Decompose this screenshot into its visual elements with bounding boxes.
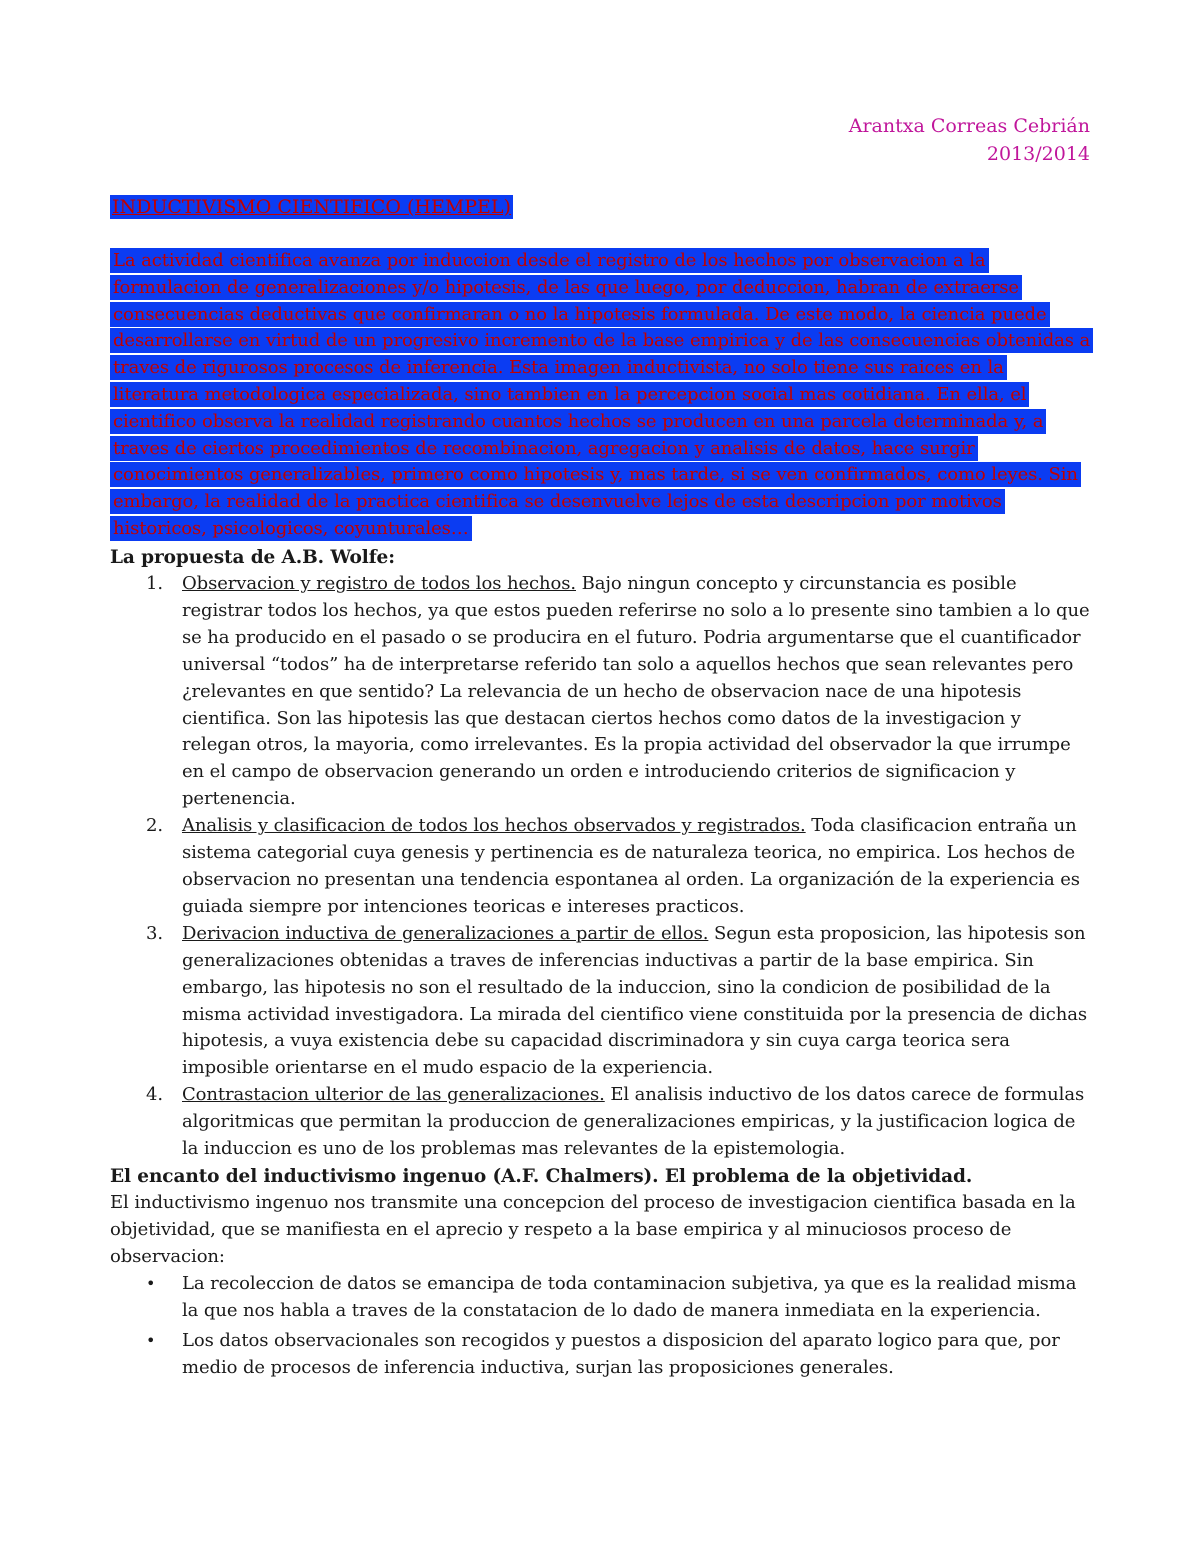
- bullet-text: La recoleccion de datos se emancipa de toda contaminacion subjetiva, ya que es la realidad misma la que nos habla a traves de la constatacion de lo dado de manera inmediata en la experiencia.: [182, 1272, 1077, 1321]
- list-number: 1.: [146, 573, 163, 594]
- list-number: 3.: [146, 922, 163, 944]
- section-heading-chalmers: El encanto del inductivismo ingenuo (A.F. Chalmers). El problema de la objetividad.: [110, 1165, 973, 1187]
- list-item-lead: Observacion y registro de todos los hechos.: [182, 573, 576, 594]
- list-item-text: El analisis inductivo de los datos carece de formulas algoritmicas que permitan la produccion de generalizaciones empiricas, y la justificacion logica de la induccion es uno de los problemas mas relevantes de la epistemologia.: [182, 1084, 1085, 1160]
- list-item: [146, 571, 1095, 813]
- bullet-icon: •: [146, 1273, 156, 1293]
- bullet-icon: •: [146, 1331, 156, 1351]
- intro-paragraph: [110, 248, 1095, 543]
- list-item-lead: Contrastacion ulterior de las generalizaciones.: [182, 1084, 605, 1106]
- academic-year: 2013/2014: [986, 143, 1090, 165]
- document-body: [110, 544, 1095, 1386]
- list-item: [146, 1082, 1095, 1163]
- author-block: [849, 112, 1090, 168]
- document-title: [110, 194, 513, 220]
- list-item-text: Bajo ningun concepto y circunstancia es posible registrar todos los hechos, ya que estos pueden referirse no solo a lo presente sino tambien a lo que se ha producido en el pasado o se producira en el futuro. Podria argumentarse que el cuantificador universal “todos” ha de interpretarse referido tan solo a aquellos hechos que sean relevantes pero ¿relevantes en que sentido? La relevancia de un hecho de observacion nace de una hipotesis cientifica. Son las hipotesis las que destacan ciertos hechos como datos de la investigacion y relegan otros, la mayoria, como irrelevantes. Es la propia actividad del observador la que irrumpe en el campo de observacion generando un orden e introduciendo criterios de significacion y pertenencia.: [182, 573, 1090, 810]
- chalmers-bullet-list: [110, 1271, 1095, 1383]
- list-item-lead: Analisis y clasificacion de todos los hechos observados y registrados.: [182, 815, 806, 837]
- author-name: Arantxa Correas Cebrián: [848, 115, 1090, 137]
- list-item-text: Segun esta proposicion, las hipotesis son generalizaciones obtenidas a traves de inferencias inductivas a partir de la base empirica. Sin embargo, las hipotesis no son el resultado de la induccion, sino la condicion de posibilidad de la misma actividad investigadora. La mirada del cientifico viene constituida por la presencia de dichas hipotesis, a vuya existencia debe su capacidad discriminadora y sin cuya carga teorica sera imposible orientarse en el mudo espacio de la experiencia.: [182, 922, 1088, 1079]
- list-number: 2.: [146, 815, 163, 837]
- list-item: [146, 813, 1095, 921]
- chalmers-paragraph: El inductivismo ingenuo nos transmite una concepcion del proceso de investigacion cientifica basada en la objetividad, que se manifiesta en el aprecio y respeto a la base empirica y al minuciosos proceso de observacion:: [110, 1191, 1076, 1267]
- list-item-text: Toda clasificacion entraña un sistema categorial cuya genesis y pertinencia es de naturaleza teorica, no empirica. Los hechos de observacion no presentan una tendencia espontanea al orden. La organización de la experiencia es guiada siempre por intenciones teoricas e intereses practicos.: [182, 815, 1080, 917]
- title-highlight: INDUCTIVISMO CIENTIFICO (HEMPEL): [112, 196, 511, 218]
- list-item-lead: Derivacion inductiva de generalizaciones a partir de ellos.: [182, 922, 709, 944]
- list-item: [146, 1328, 1095, 1382]
- list-item: [146, 921, 1095, 1082]
- list-item: [146, 1271, 1095, 1325]
- list-number: 4.: [146, 1084, 163, 1106]
- section-heading-wolfe: La propuesta de A.B. Wolfe:: [110, 547, 395, 568]
- bullet-text: Los datos observacionales son recogidos y puestos a disposicion del aparato logico para que, por medio de procesos de inferencia inductiva, surjan las proposiciones generales.: [182, 1330, 1060, 1379]
- intro-highlight: La actividad cientifica avanza por induccion desde el registro de los hechos por observacion a la formulacion de generalizaciones y/o hipotesis, de las que luego, por deduccion, habran de extraerse consecuencias deductivas que confirmaran o no la hipotesis formulada. De este modo, la ciencia puede desarrollarse en virtud de un progresivo incremento de la base empirica y de las consecuencias obtenidas a traves de rigurosos procesos de inferencia. Esta imagen inductivista, no solo tiene sus raices en la literatura metodologica especializada, sino tambien en la percepcion social mas cotidiana. En ella, el cientifico observa la realidad registrando cuantos hechos se producen en una parcela determinada y, a traves de ciertos procedimientos de recombinacion, agregacion y analisis de datos, hace surgir conocimientos generalizables, primero como hipotesis y, mas tarde, si se ven confirmados, como leyes. Sin embargo, la realidad de la practica cientifica se desenvuelve lejos de esta descripcion por motivos historicos, psicologicos, coyunturales…: [110, 248, 1093, 541]
- wolfe-list: [110, 571, 1095, 1163]
